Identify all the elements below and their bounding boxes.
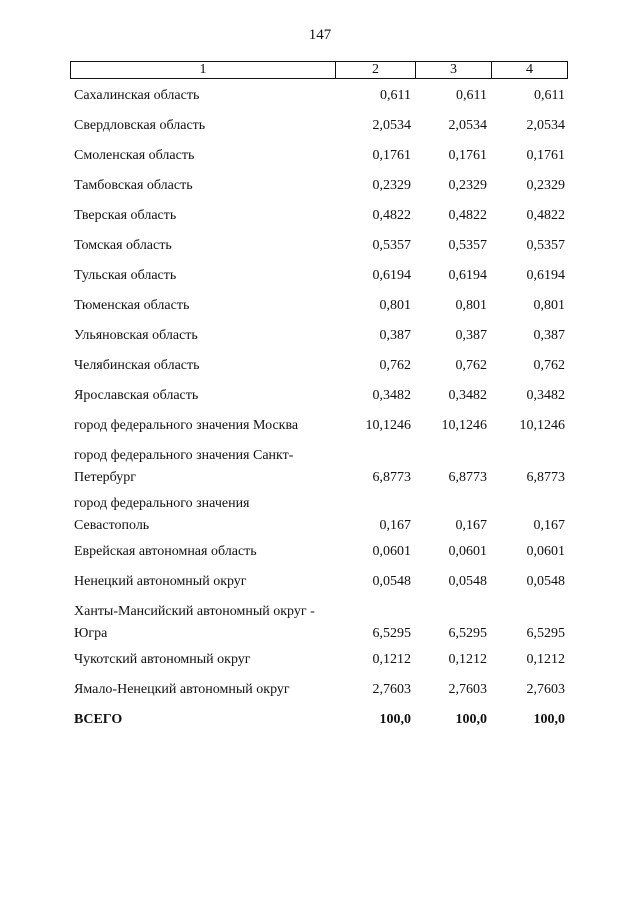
column-header-1: 1 <box>199 62 207 77</box>
region-name <box>74 571 344 593</box>
value-col-2: 0,762 <box>379 358 411 373</box>
value-col-2: 10,1246 <box>365 418 411 433</box>
table-row <box>0 229 640 259</box>
table-row <box>0 595 640 643</box>
value-col-3: 6,8773 <box>448 470 487 485</box>
table-row <box>0 535 640 565</box>
table-row <box>0 565 640 595</box>
region-name-line: город федерального значения Санкт- <box>74 448 294 463</box>
table-row <box>0 487 640 535</box>
region-name <box>74 325 344 347</box>
column-header-2: 2 <box>335 62 415 78</box>
value-col-4: 0,5357 <box>526 238 565 253</box>
region-name-line: Тульская область <box>74 268 177 283</box>
value-col-3: 0,0601 <box>448 544 487 559</box>
value-col-2: 0,6194 <box>372 268 411 283</box>
region-name-line: Тамбовская область <box>74 178 193 193</box>
value-col-4: 100,0 <box>533 712 565 727</box>
region-name <box>74 355 344 377</box>
table-row <box>0 643 640 673</box>
region-name-line: Челябинская область <box>74 358 200 373</box>
table-row <box>0 169 640 199</box>
value-col-2: 6,5295 <box>372 626 411 641</box>
value-col-2: 0,5357 <box>372 238 411 253</box>
region-name <box>74 235 344 257</box>
column-header-3: 3 <box>415 62 491 78</box>
table-row <box>0 409 640 439</box>
region-name-line: Севастополь <box>74 518 150 533</box>
value-col-4: 0,4822 <box>526 208 565 223</box>
region-name <box>74 445 344 489</box>
value-col-4: 0,2329 <box>526 178 565 193</box>
value-col-4: 0,801 <box>533 298 565 313</box>
region-name <box>74 493 344 537</box>
region-name <box>74 265 344 287</box>
value-col-4: 2,7603 <box>526 682 565 697</box>
value-col-3: 0,167 <box>455 518 487 533</box>
value-col-2: 0,1212 <box>372 652 411 667</box>
table-row <box>0 439 640 487</box>
value-col-3: 0,611 <box>456 88 487 103</box>
region-name-line: город федерального значения <box>74 496 250 511</box>
value-col-4: 6,5295 <box>526 626 565 641</box>
value-col-4: 0,6194 <box>526 268 565 283</box>
value-col-3: 6,5295 <box>448 626 487 641</box>
region-name-line: Тюменская область <box>74 298 190 313</box>
value-col-4: 0,611 <box>534 88 565 103</box>
value-col-3: 0,801 <box>455 298 487 313</box>
region-name <box>74 295 344 317</box>
table-row <box>0 199 640 229</box>
region-name <box>74 649 344 671</box>
table-row <box>0 379 640 409</box>
value-col-2: 0,387 <box>379 328 411 343</box>
value-col-3: 0,2329 <box>448 178 487 193</box>
value-col-3: 100,0 <box>455 712 487 727</box>
value-col-2: 0,611 <box>380 88 411 103</box>
table-row <box>0 259 640 289</box>
value-col-2: 0,0548 <box>372 574 411 589</box>
region-name-line: Ямало-Ненецкий автономный округ <box>74 682 290 697</box>
value-col-3: 0,1761 <box>448 148 487 163</box>
region-name-line: Еврейская автономная область <box>74 544 257 559</box>
region-name-line: Тверская область <box>74 208 177 223</box>
value-col-2: 6,8773 <box>372 470 411 485</box>
table-row <box>0 289 640 319</box>
value-col-4: 0,3482 <box>526 388 565 403</box>
region-name <box>74 115 344 137</box>
region-name-line: Смоленская область <box>74 148 195 163</box>
value-col-2: 2,7603 <box>372 682 411 697</box>
region-name-line: город федерального значения Москва <box>74 418 299 433</box>
value-col-2: 0,2329 <box>372 178 411 193</box>
table-body <box>0 79 640 733</box>
region-name <box>74 385 344 407</box>
region-name <box>74 205 344 227</box>
region-name <box>74 541 344 563</box>
value-col-2: 0,801 <box>379 298 411 313</box>
table-row <box>0 109 640 139</box>
value-col-3: 2,0534 <box>448 118 487 133</box>
value-col-3: 0,4822 <box>448 208 487 223</box>
region-name <box>74 709 344 731</box>
region-name <box>74 175 344 197</box>
value-col-3: 0,3482 <box>448 388 487 403</box>
value-col-4: 6,8773 <box>526 470 565 485</box>
value-col-4: 0,0601 <box>526 544 565 559</box>
region-name-line: Ульяновская область <box>74 328 198 343</box>
table-row <box>0 673 640 703</box>
value-col-2: 0,167 <box>379 518 411 533</box>
region-name-line: Петербург <box>74 470 136 485</box>
region-name-line: Югра <box>74 626 108 641</box>
value-col-4: 0,762 <box>533 358 565 373</box>
value-col-4: 0,0548 <box>526 574 565 589</box>
value-col-3: 0,387 <box>455 328 487 343</box>
value-col-2: 2,0534 <box>372 118 411 133</box>
table-row <box>0 139 640 169</box>
region-name <box>74 415 344 437</box>
total-row <box>0 703 640 733</box>
value-col-2: 100,0 <box>379 712 411 727</box>
region-name <box>74 85 344 107</box>
value-col-3: 10,1246 <box>441 418 487 433</box>
value-col-2: 0,3482 <box>372 388 411 403</box>
value-col-3: 0,762 <box>455 358 487 373</box>
region-name-line: Томская область <box>74 238 172 253</box>
region-name-line: Свердловская область <box>74 118 206 133</box>
value-col-2: 0,0601 <box>372 544 411 559</box>
region-name <box>74 601 344 645</box>
region-name <box>74 679 344 701</box>
value-col-4: 0,1761 <box>526 148 565 163</box>
region-name <box>74 145 344 167</box>
region-name-line: Чукотский автономный округ <box>74 652 251 667</box>
value-col-4: 0,167 <box>533 518 565 533</box>
region-name-line: Сахалинская область <box>74 88 200 103</box>
value-col-4: 0,1212 <box>526 652 565 667</box>
value-col-4: 2,0534 <box>526 118 565 133</box>
region-name-line: ВСЕГО <box>74 712 123 727</box>
value-col-3: 2,7603 <box>448 682 487 697</box>
table-header <box>70 61 568 79</box>
table-row <box>0 319 640 349</box>
value-col-4: 10,1246 <box>519 418 565 433</box>
table-row <box>0 79 640 109</box>
value-col-2: 0,4822 <box>372 208 411 223</box>
value-col-2: 0,1761 <box>372 148 411 163</box>
table-row <box>0 349 640 379</box>
region-name-line: Ханты-Мансийский автономный округ - <box>74 604 315 619</box>
value-col-3: 0,1212 <box>448 652 487 667</box>
value-col-3: 0,5357 <box>448 238 487 253</box>
page-number: 147 <box>308 27 332 43</box>
region-name-line: Ярославская область <box>74 388 199 403</box>
value-col-3: 0,6194 <box>448 268 487 283</box>
value-col-3: 0,0548 <box>448 574 487 589</box>
region-name-line: Ненецкий автономный округ <box>74 574 247 589</box>
value-col-4: 0,387 <box>533 328 565 343</box>
column-header-4: 4 <box>491 62 567 78</box>
